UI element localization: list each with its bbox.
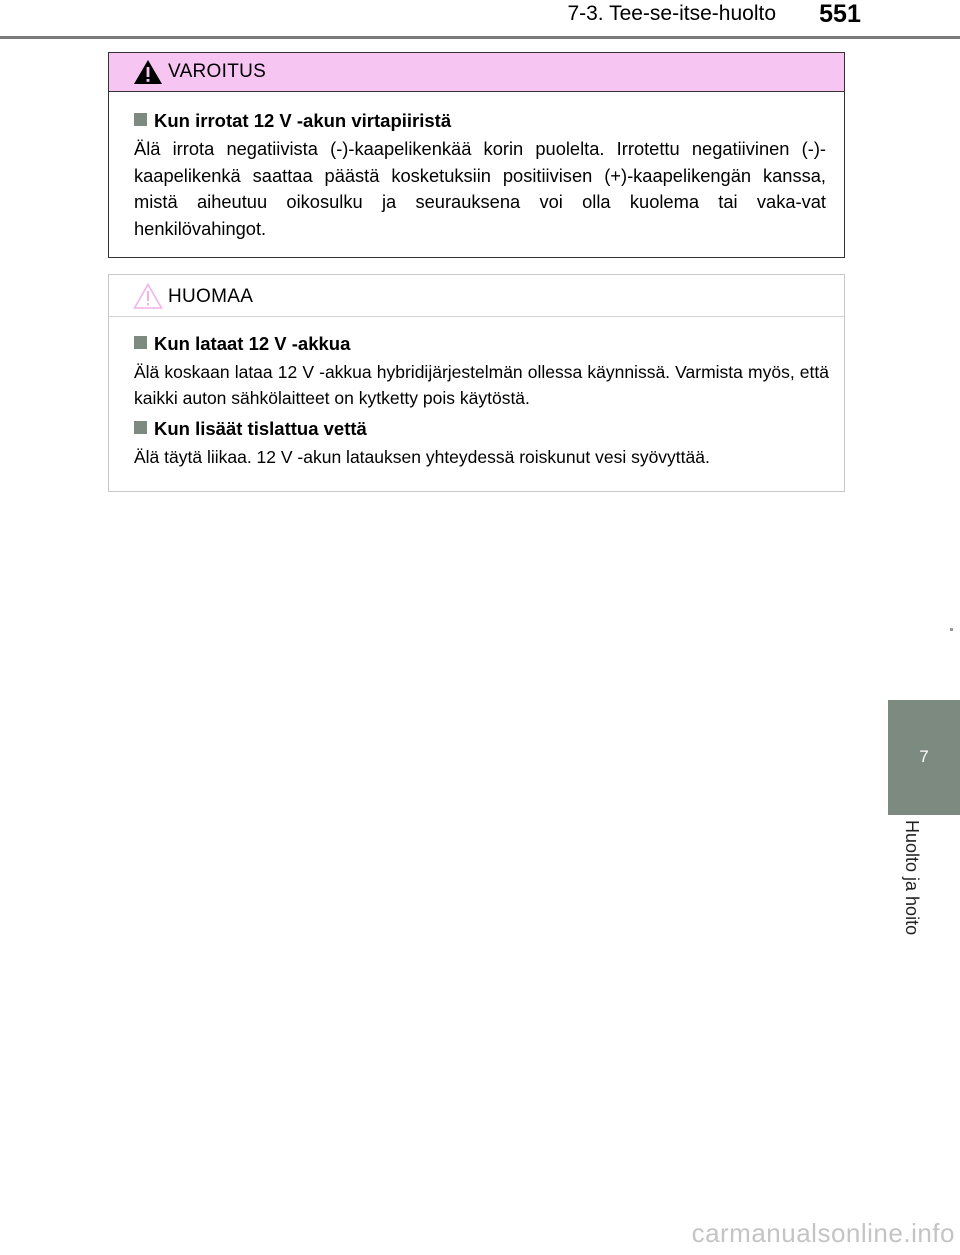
item-heading bbox=[134, 332, 828, 356]
list-item bbox=[134, 417, 828, 470]
caution-outline-triangle-icon bbox=[133, 283, 163, 309]
watermark: carmanualsonline.info bbox=[691, 1218, 955, 1248]
warning-title: VAROITUS bbox=[168, 61, 267, 82]
square-bullet-icon bbox=[134, 113, 147, 126]
item-body: Älä koskaan lataa 12 V -akkua hybridijärjestelmän ollessa käynnissä. Varmista myös, että kaikki auton sähkölaitteet on kytketty pois käytöstä. bbox=[134, 362, 829, 408]
header-rule bbox=[0, 36, 960, 39]
warning-box bbox=[108, 52, 845, 258]
item-heading bbox=[134, 417, 828, 441]
notice-box-header bbox=[109, 275, 844, 317]
notice-box bbox=[108, 274, 845, 492]
list-item bbox=[134, 109, 828, 242]
warning-items bbox=[109, 92, 844, 242]
edge-mark bbox=[950, 628, 953, 631]
square-bullet-icon bbox=[134, 336, 147, 349]
page-number: 551 bbox=[819, 0, 861, 28]
warning-triangle-icon bbox=[133, 59, 163, 85]
item-body: Älä irrota negatiivista (-)-kaapelikenkää korin puolelta. Irrotettu negatiivinen (-)-kaapelikenkä saattaa päästä kosketuksiin positiivisen (+)-kaapelikengän kanssa, mistä aiheutuu oikosulku ja seurauksena voi olla kuolema tai vaka-vat henkilövahingot. bbox=[134, 138, 826, 239]
list-item bbox=[134, 332, 828, 411]
item-body: Älä täytä liikaa. 12 V -akun latauksen yhteydessä roiskunut vesi syövyttää. bbox=[134, 447, 710, 467]
chapter-number: 7 bbox=[919, 747, 929, 766]
section-title: 7-3. Tee-se-itse-huolto bbox=[567, 2, 776, 25]
item-heading bbox=[134, 109, 828, 133]
warning-box-header bbox=[109, 53, 844, 92]
square-bullet-icon bbox=[134, 421, 147, 434]
notice-items bbox=[109, 317, 844, 470]
chapter-title: Huolto ja hoito bbox=[902, 820, 922, 936]
item-heading-text: Kun irrotat 12 V -akun virtapiiristä bbox=[154, 110, 452, 131]
item-heading-text: Kun lataat 12 V -akkua bbox=[154, 333, 351, 354]
item-heading-text: Kun lisäät tislattua vettä bbox=[154, 418, 367, 439]
notice-title: HUOMAA bbox=[168, 286, 254, 307]
